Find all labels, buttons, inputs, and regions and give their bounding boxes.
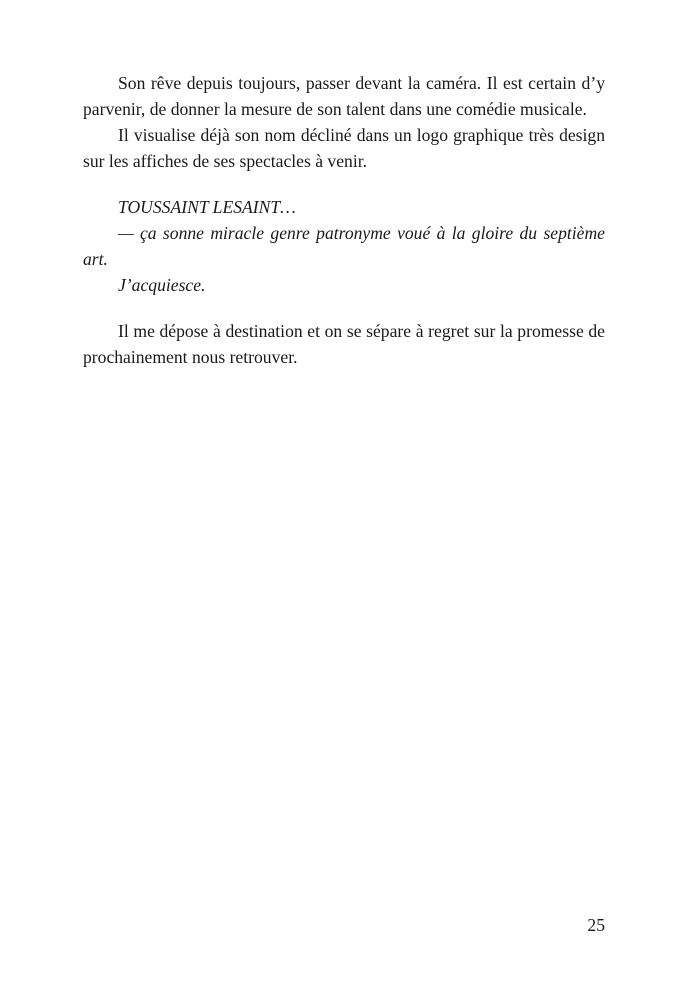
section-gap [83, 298, 605, 318]
section-gap [83, 174, 605, 194]
body-text [83, 70, 605, 370]
italic-acquiesce-line: J’acquiesce. [118, 275, 206, 295]
italic-name-line: TOUSSAINT LESAINT… [118, 197, 296, 217]
italic-dialogue-line: — ça sonne miracle genre patronyme voué à la gloire du septième art. [83, 223, 605, 269]
paragraph-visualise: Il visualise déjà son nom décliné dans un logo graphique très design sur les affiches de ses spectacles à venir. [83, 125, 605, 171]
page-number: 25 [587, 915, 605, 935]
paragraph-destination: Il me dépose à destination et on se sépare à regret sur la promesse de prochainement nous retrouver. [83, 321, 605, 367]
paragraph-dream: Son rêve depuis toujours, passer devant la caméra. Il est certain d’y parvenir, de donner la mesure de son talent dans une comédie musicale. [83, 73, 605, 119]
